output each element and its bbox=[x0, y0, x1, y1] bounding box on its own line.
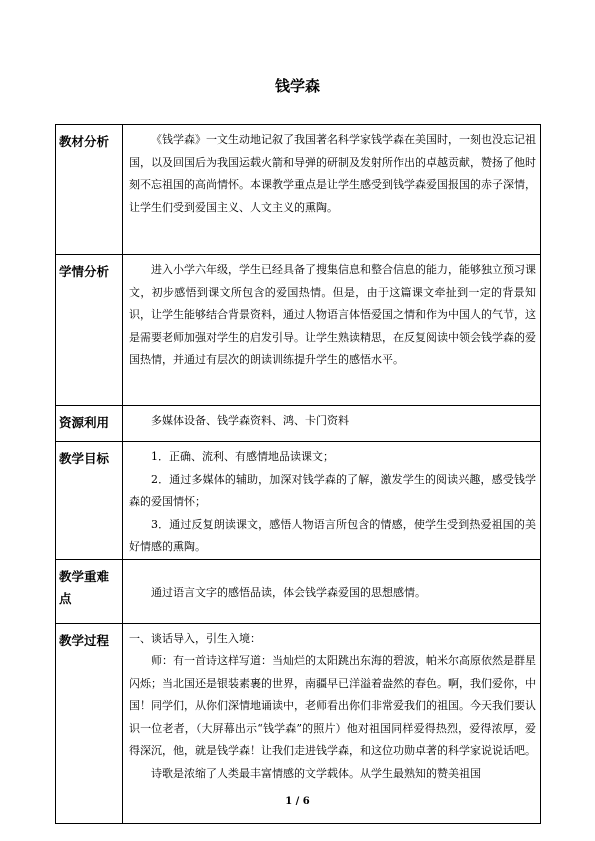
label-material-analysis: 教材分析 bbox=[56, 125, 123, 255]
resources-text: 多媒体设备、钱学森资料、鸿、卡门资料 bbox=[151, 414, 349, 427]
row-key-points bbox=[56, 559, 541, 623]
key-points-text: 通过语言文字的感悟品读，体会钱学森爱国的思想感情。 bbox=[151, 585, 426, 599]
row-teaching-process bbox=[56, 623, 541, 823]
student-analysis-text: 进入小学六年级，学生已经具备了搜集信息和整合信息的能力，能够独立预习课文，初步感悟到课文所包含的爱国热情。但是，由于这篇课文牵扯到一定的背景知识，让学生能够结合背景资料，通过人物语言体悟爱国之情和作为中国人的气节，这是需要老师加强对学生的启发引导。让学生熟读精思，在反复阅读中领会钱学森的爱国热情，并通过有层次的朗读训练提升学生的感悟水平。 bbox=[129, 263, 536, 366]
content-key-points bbox=[123, 559, 541, 623]
process-paragraph: 诗歌是浓缩了人类最丰富情感的文学载体。从学生最熟知的赞美祖国 bbox=[151, 766, 481, 780]
lesson-plan-table bbox=[55, 124, 541, 824]
label-key-points: 教学重难点 bbox=[56, 559, 123, 623]
process-paragraph: 师：有一首诗这样写道：当灿烂的太阳跳出东海的碧波，帕米尔高原依然是群星闪烁；当北国还是银装素裹的世界，南疆早已洋溢着盎然的春色。啊，我们爱你，中国！同学们，从你们深情地诵读中，老师看出你们非常爱我们的祖国。今天我们要认识一位老者，（大屏幕出示“钱学森”的照片）他对祖国同样爱得热烈，爱得浓厚，爱得深沉，他，就是钱学森！让我们走进钱学森，和这位功勋卓著的科学家说说话吧。 bbox=[129, 654, 536, 757]
label-resources: 资源利用 bbox=[56, 406, 123, 442]
row-material-analysis bbox=[56, 125, 541, 255]
content-objectives bbox=[123, 442, 541, 560]
process-heading: 一、谈话导入，引生入境： bbox=[129, 631, 261, 645]
material-analysis-text: 《钱学森》一文生动地记叙了我国著名科学家钱学森在美国时，一刻也没忘记祖国，以及回国后为我国运载火箭和导弹的研制及发射所作出的卓越贡献，赞扬了他时刻不忘祖国的高尚情怀。本课教学重点是让学生感受到钱学森爱国报国的赤子深情，让学生们受到爱国主义、人文主义的熏陶。 bbox=[129, 133, 536, 214]
objective-item: 2．通过多媒体的辅助，加深对钱学森的了解，激发学生的阅读兴趣，感受钱学森的爱国情怀； bbox=[129, 472, 536, 508]
content-teaching-process bbox=[123, 623, 541, 823]
content-student-analysis bbox=[123, 255, 541, 406]
row-resources bbox=[56, 406, 541, 442]
page-number: 1 / 6 bbox=[285, 796, 310, 807]
content-material-analysis bbox=[123, 125, 541, 255]
label-objectives: 教学目标 bbox=[56, 442, 123, 560]
label-student-analysis: 学情分析 bbox=[56, 255, 123, 406]
objective-item: 1．正确、流利、有感情地品读课文； bbox=[151, 450, 334, 463]
content-resources bbox=[123, 406, 541, 442]
objective-item: 3．通过反复朗读课文，感悟人物语言所包含的情感，使学生受到热爱祖国的美好情感的熏陶。 bbox=[129, 517, 536, 553]
page-title: 钱学森 bbox=[274, 77, 320, 95]
row-student-analysis bbox=[56, 255, 541, 406]
label-teaching-process: 教学过程 bbox=[56, 623, 123, 823]
row-objectives bbox=[56, 442, 541, 560]
